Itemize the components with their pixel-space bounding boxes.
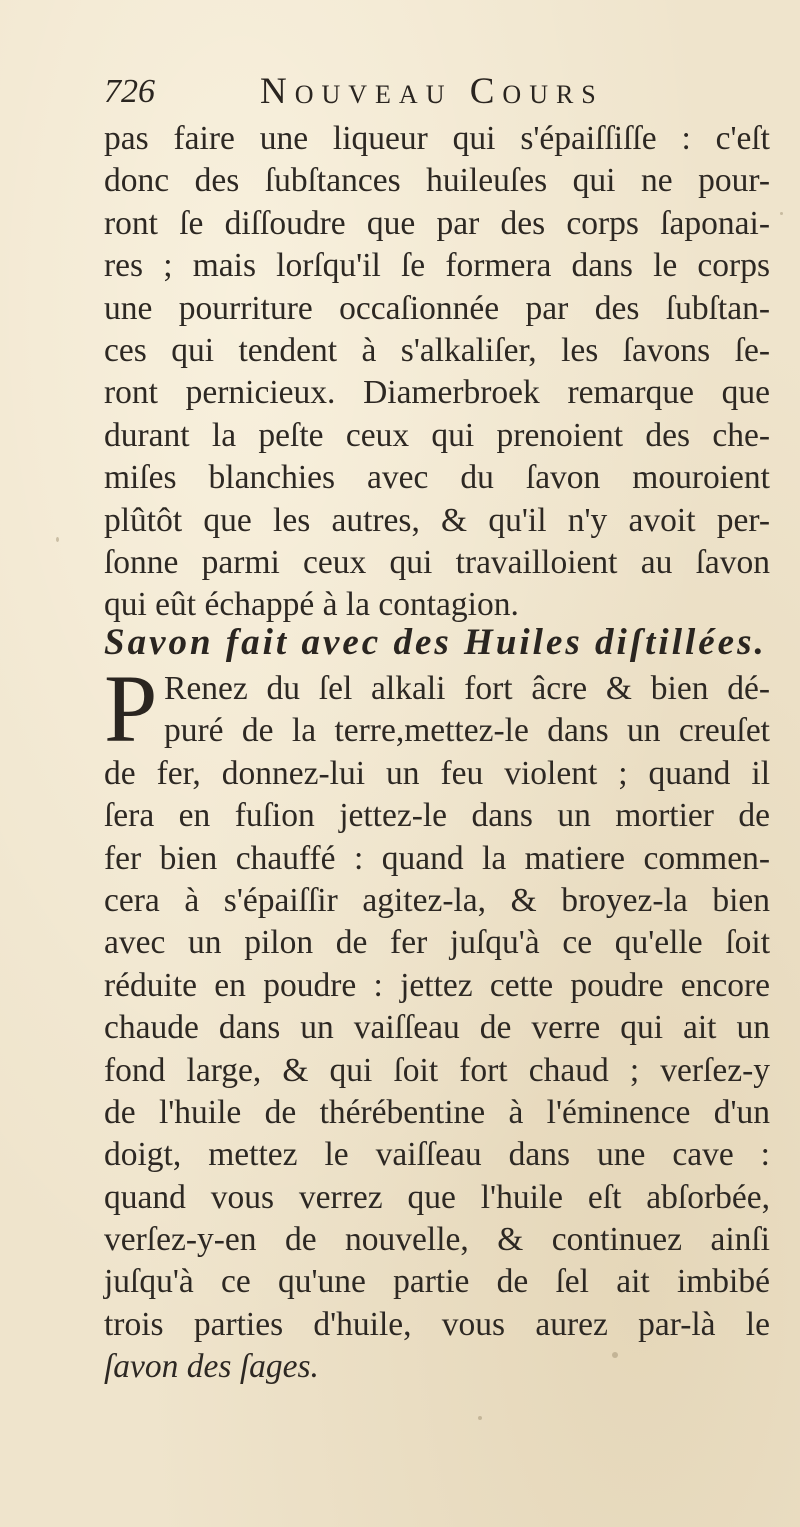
text-line: qui eût échappé à la contagion. [104, 586, 519, 624]
paragraph-1 [104, 118, 770, 627]
text-line: juſqu'à ce qu'une partie de ſel ait imbibé [104, 1263, 770, 1301]
text-line: fond large, & qui ſoit fort chaud ; verſez-y [104, 1051, 770, 1089]
text-line: trois parties d'huile, vous aurez par-là le [104, 1305, 770, 1343]
section-heading: Savon fait avec des Huiles diſtillées. [104, 622, 767, 663]
text-line: cera à s'épaiſſir agitez-la, & broyez-la bien [104, 881, 770, 919]
text-line: avec un pilon de fer juſqu'à ce qu'elle ſoit [104, 924, 770, 962]
text-line: ſonne parmi ceux qui travailloient au ſavon [104, 543, 770, 581]
text-line: de fer, donnez-lui un feu violent ; quand il [104, 754, 770, 792]
text-line: donc des ſubſtances huileuſes qui ne pour- [104, 162, 770, 200]
text-line: verſez-y-en de nouvelle, & continuez ainſi [104, 1221, 770, 1259]
running-head: Nouveau Cours [260, 71, 604, 112]
text-line: pas faire une liqueur qui s'épaiſſiſſe : c'eſt [104, 120, 770, 157]
paper-speck [780, 212, 783, 215]
page-header [104, 68, 744, 116]
drop-cap: P [104, 655, 158, 762]
text-line: ront pernicieux. Diamerbroek remarque que [104, 374, 770, 412]
text-line: plûtôt que les autres, & qu'il n'y avoit per- [104, 501, 770, 539]
text-line: puré de la terre,mettez-le dans un creuſet [164, 712, 770, 750]
paragraph-2 [104, 655, 770, 1389]
paper-speck [56, 537, 59, 542]
text-line: ront ſe diſſoudre que par des corps ſaponai- [104, 204, 770, 242]
paper-speck [478, 1416, 482, 1420]
text-line: ſavon des ſages. [104, 1348, 319, 1386]
text-line: chaude dans un vaiſſeau de verre qui ait un [104, 1009, 770, 1047]
text-line: doigt, mettez le vaiſſeau dans une cave : [104, 1136, 770, 1174]
text-line: ces qui tendent à s'alkaliſer, les ſavons ſe- [104, 331, 770, 369]
text-line: res ; mais lorſqu'il ſe formera dans le corps [104, 247, 770, 285]
text-line: quand vous verrez que l'huile eſt abſorbée, [104, 1178, 770, 1216]
text-line: ſera en fuſion jettez-le dans un mortier de [104, 797, 770, 835]
text-line: durant la peſte ceux qui prenoient des che- [104, 416, 770, 454]
page-number: 726 [104, 73, 155, 110]
paper-speck [612, 1352, 618, 1358]
text-line: fer bien chauffé : quand la matiere commen- [104, 839, 770, 877]
text-line: miſes blanchies avec du ſavon mouroient [104, 459, 770, 497]
text-line: de l'huile de thérébentine à l'éminence d'un [104, 1093, 770, 1131]
text-line: réduite en poudre : jettez cette poudre encore [104, 966, 770, 1004]
text-line: une pourriture occaſionnée par des ſubſtan- [104, 289, 770, 327]
text-line: Renez du ſel alkali fort âcre & bien dé- [164, 670, 770, 707]
